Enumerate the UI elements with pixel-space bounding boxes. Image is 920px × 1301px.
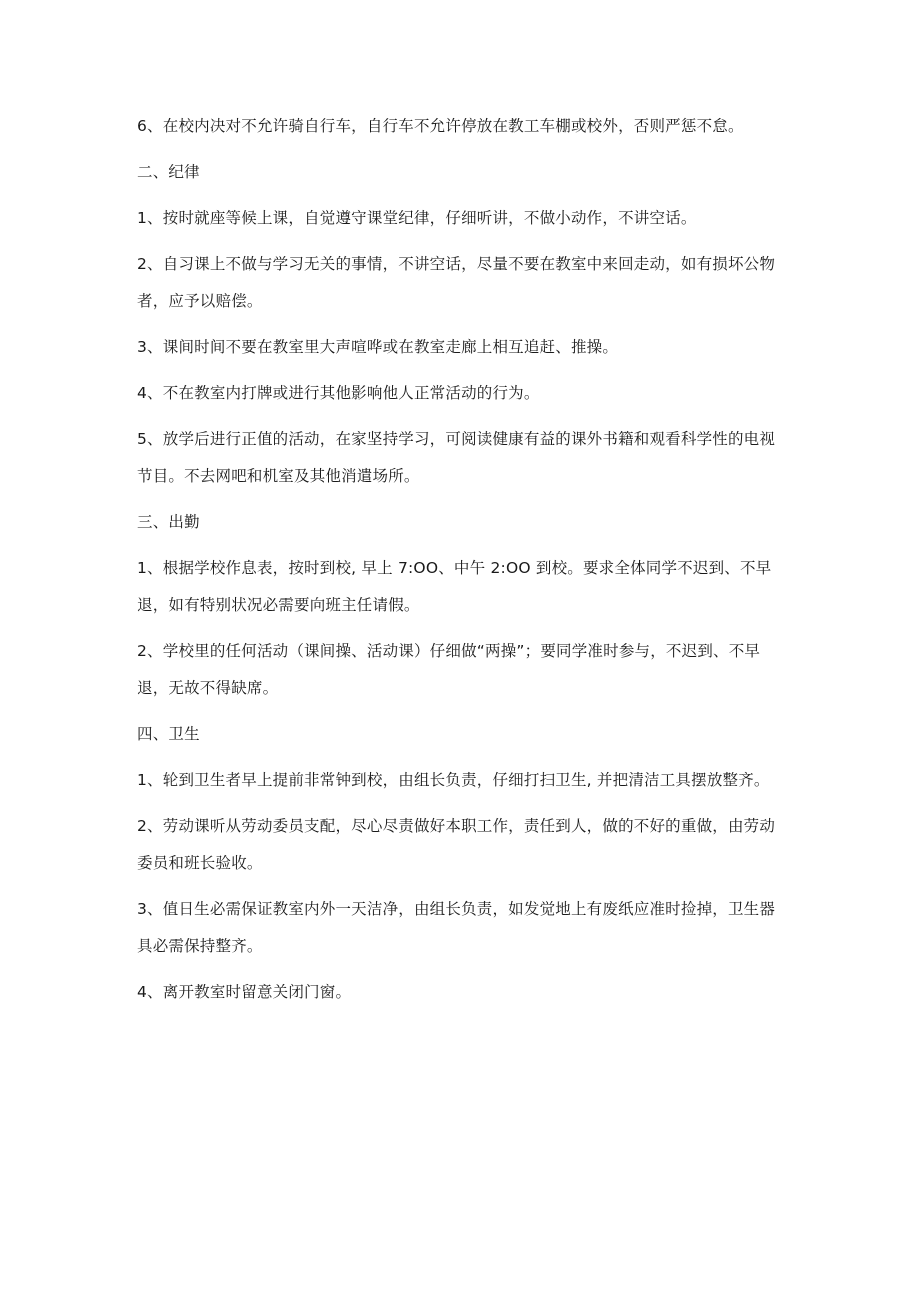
paragraph-hygiene-1: 1、轮到卫生者早上提前非常钟到校，由组长负责，仔细打扫卫生, 并把清洁工具摆放整齐。 [137, 771, 770, 789]
paragraph-discipline-3: 3、课间时间不要在教室里大声喧哗或在教室走廊上相互追赶、推操。 [137, 338, 619, 356]
paragraph-discipline-1: 1、按时就座等候上课，自觉遵守课堂纪律，仔细听讲，不做小动作，不讲空话。 [137, 209, 697, 227]
paragraph-discipline-2: 2、自习课上不做与学习无关的事情，不讲空话，尽量不要在教室中来回走动，如有损坏公物者，应予以赔偿。 [137, 255, 776, 310]
paragraph-hygiene-4: 4、离开教室时留意关闭门窗。 [137, 983, 352, 1001]
paragraph-discipline-4: 4、不在教室内打牌或进行其他影响他人正常活动的行为。 [137, 384, 540, 402]
paragraph-discipline-5: 5、放学后进行正值的活动，在家坚持学习，可阅读健康有益的课外书籍和观看科学性的电视节目。不去网吧和机室及其他消遣场所。 [137, 430, 776, 485]
section-heading-hygiene: 四、卫生 [137, 725, 200, 743]
section-heading-attendance: 三、出勤 [137, 513, 200, 531]
paragraph-item-6-bicycle: 6、在校内决对不允许骑自行车，自行车不允许停放在教工车棚或校外，否则严惩不怠。 [137, 117, 744, 135]
paragraph-hygiene-2: 2、劳动课听从劳动委员支配，尽心尽责做好本职工作，责任到人，做的不好的重做，由劳动委员和班长验收。 [137, 817, 776, 872]
paragraph-hygiene-3: 3、值日生必需保证教室内外一天洁净，由组长负责，如发觉地上有废纸应准时捡掉，卫生器具必需保持整齐。 [137, 900, 776, 955]
paragraph-attendance-2: 2、学校里的任何活动（课间操、活动课）仔细做“两操”；要同学准时参与，不迟到、不早退，无故不得缺席。 [137, 642, 761, 697]
section-heading-discipline: 二、纪律 [137, 163, 200, 181]
document-body [137, 108, 787, 1020]
paragraph-attendance-1: 1、根据学校作息表，按时到校, 早上 7:OO、中午 2:OO 到校。要求全体同学不迟到、不早退，如有特别状况必需要向班主任请假。 [137, 559, 772, 614]
